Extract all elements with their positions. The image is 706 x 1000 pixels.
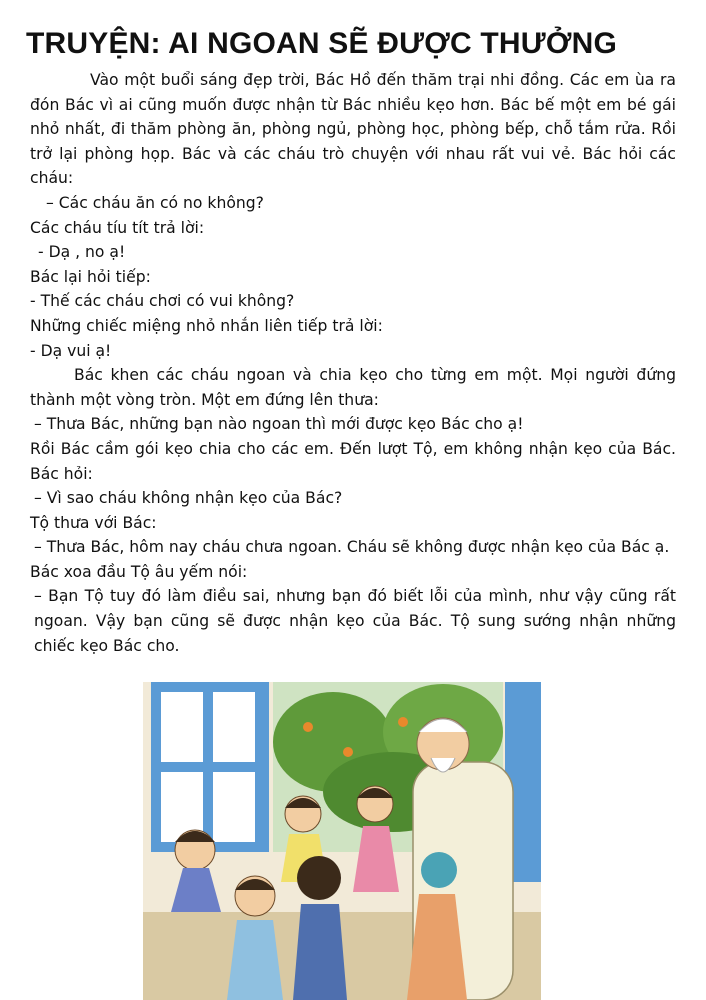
- story-paragraph: Bác khen các cháu ngoan và chia kẹo cho từng em một. Mọi người đứng thành một vòng tròn. Một em đứng lên thưa:: [30, 366, 676, 409]
- child-back-center: [293, 856, 347, 1000]
- dialogue-line: – Bạn Tộ tuy đó làm điều sai, nhưng bạn đó biết lỗi của mình, như vậy cũng rất ngoan. Vậy bạn cũng sẽ được nhận kẹo của Bác. Tộ sung sướng nhận những chiếc kẹo Bác cho.: [34, 587, 676, 655]
- dialogue-line: - Dạ , no ạ!: [38, 243, 126, 262]
- dialogue-line: – Thưa Bác, hôm nay cháu chưa ngoan. Cháu sẽ không được nhận kẹo của Bác ạ.: [34, 538, 670, 557]
- dialogue-line: - Dạ vui ạ!: [30, 341, 112, 360]
- dialogue-line: - Thế các cháu chơi có vui không?: [30, 292, 295, 311]
- dialogue-line: – Các cháu ăn có no không?: [46, 193, 264, 212]
- story-illustration: [143, 682, 541, 1000]
- narration-line: Bác xoa đầu Tộ âu yếm nói:: [30, 562, 248, 581]
- dialogue-line: – Thưa Bác, những bạn nào ngoan thì mới được kẹo Bác cho ạ!: [34, 415, 524, 434]
- child-front-left: [227, 876, 283, 1000]
- narration-line: Bác lại hỏi tiếp:: [30, 267, 151, 286]
- story-body: [30, 68, 676, 658]
- story-paragraph: Rồi Bác cầm gói kẹo chia cho các em. Đến lượt Tộ, em không nhận kẹo của Bác. Bác hỏi:: [30, 439, 676, 483]
- dialogue-line: – Vì sao cháu không nhận kẹo của Bác?: [34, 489, 343, 508]
- narration-line: Những chiếc miệng nhỏ nhắn liên tiếp trả lời:: [30, 316, 383, 335]
- narration-line: Các cháu tíu tít trả lời:: [30, 218, 205, 237]
- page-title: TRUYỆN: AI NGOAN SẼ ĐƯỢC THƯỞNG: [26, 27, 618, 60]
- narration-line: Tộ thưa với Bác:: [30, 513, 157, 532]
- story-paragraph-intro: Vào một buổi sáng đẹp trời, Bác Hồ đến thăm trại nhi đồng. Các em ùa ra đón Bác vì ai cũng muốn được nhận từ Bác nhiều kẹo hơn. Bác bế một em bé gái nhỏ nhất, đi thăm phòng ăn, phòng ngủ, phòng học, phòng bếp, chỗ tắm rửa. Rồi trở lại phòng họp. Bác và các cháu trò chuyện với nhau rất vui vẻ. Bác hỏi các cháu:: [30, 71, 676, 188]
- window-left: [151, 682, 269, 852]
